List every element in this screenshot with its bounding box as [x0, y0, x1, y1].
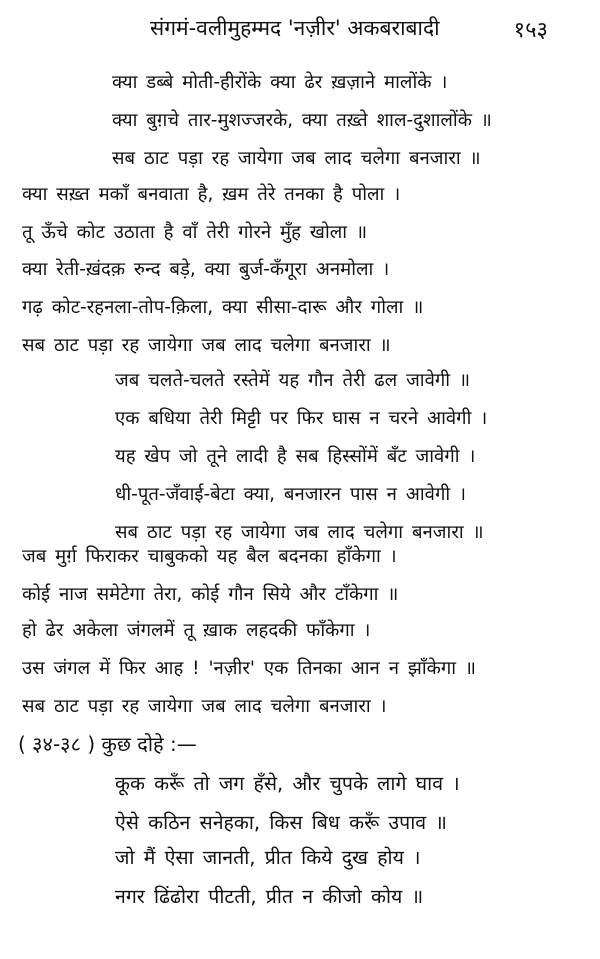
- doha-line: जो मैं ऐसा जानती, प्रीत किये दुख होय ।: [115, 846, 421, 869]
- doha: [115, 838, 423, 916]
- verse-line: कोई नाज समेटेगा तेरा, कोई गौन सिये और टाँकेगा ॥: [22, 584, 399, 605]
- verse-line: जब चलते-चलते रस्तेमें यह गौन तेरी ढल जावेगी ॥: [115, 370, 471, 391]
- doha-line: नगर ढिंढोरा पीटती, प्रीत न कीजो कोय ॥: [115, 885, 424, 908]
- verse-line: क्या डब्बे मोती-हीरोंके क्या ढेर ख़ज़ाने मालोंके ।: [112, 72, 448, 93]
- section-heading: ( ३४-३८ ) कुछ दोहे :—: [18, 732, 197, 756]
- running-title: संगमं-वलीमुहम्मद 'नज़ीर' अकबराबादी: [150, 16, 440, 40]
- verse-line: जब मुर्ग़ फिराकर चाबुकको यह बैल बदनका हाँकेगा ।: [22, 546, 397, 567]
- stanza: [22, 251, 423, 365]
- verse-line: एक बधिया तेरी मिट्टी पर फिर घास न चरने आवेगी ।: [115, 408, 488, 429]
- verse-line: धी-पूत-जँवाई-बेटा क्या, बनजारन पास न आवेगी ।: [115, 484, 467, 505]
- stanza: [22, 612, 476, 726]
- verse-line: तू ऊँचे कोट उठाता है वाँ तेरी गोरने मुँह खोला ॥: [22, 222, 368, 243]
- doha: [115, 764, 460, 842]
- refrain-line: सब ठाट पड़ा रह जायेगा जब लाद चलेगा बनजारा ॥: [22, 335, 391, 356]
- page-header: [0, 14, 600, 46]
- refrain-line: सब ठाट पड़ा रह जायेगा जब लाद चलेगा बनजारा ॥: [115, 522, 484, 543]
- stanza: [112, 64, 492, 178]
- verse-line: यह खेप जो तूने लादी है सब हिस्सोंमें बँट जावेगी ।: [115, 446, 476, 467]
- verse-line: उस जंगल में फिर आह ! 'नज़ीर' एक तिनका आन न झाँकेगा ॥: [22, 658, 477, 679]
- doha-line: कूक करूँ तो जग हँसे, और चुपके लागे घाव ।: [115, 772, 460, 795]
- verse-line: क्या बुग़चे तार-मुशज्जरके, क्या तख़्ते शाल-दुशालोंके ॥: [112, 110, 492, 131]
- refrain-line: सब ठाट पड़ा रह जायेगा जब लाद चलेगा बनजारा ।: [22, 696, 387, 717]
- verse-line: क्या रेती-ख़ंदक़ रुन्द बड़े, क्या बुर्ज-कँगूरा अनमोला ।: [22, 259, 390, 280]
- verse-line: गढ़ कोट-रहनला-तोप-क़िला, क्या सीसा-दारू और गोला ॥: [22, 297, 424, 318]
- stanza: [115, 362, 487, 552]
- page-number: १५३: [513, 18, 548, 43]
- stanza: [22, 176, 400, 252]
- stanza: [22, 538, 398, 614]
- doha-line: ऐसे कठिन सनेहका, किस बिध करूँ उपाव ॥: [115, 811, 447, 834]
- verse-line: क्या सख़्त मकाँ बनवाता है, ख़म तेरे तनका है पोला ।: [22, 184, 401, 205]
- refrain-line: सब ठाट पड़ा रह जायेगा जब लाद चलेगा बनजारा ॥: [112, 148, 481, 169]
- verse-line: हो ढेर अकेला जंगलमें तू ख़ाक लहदकी फाँकेगा ।: [22, 620, 371, 641]
